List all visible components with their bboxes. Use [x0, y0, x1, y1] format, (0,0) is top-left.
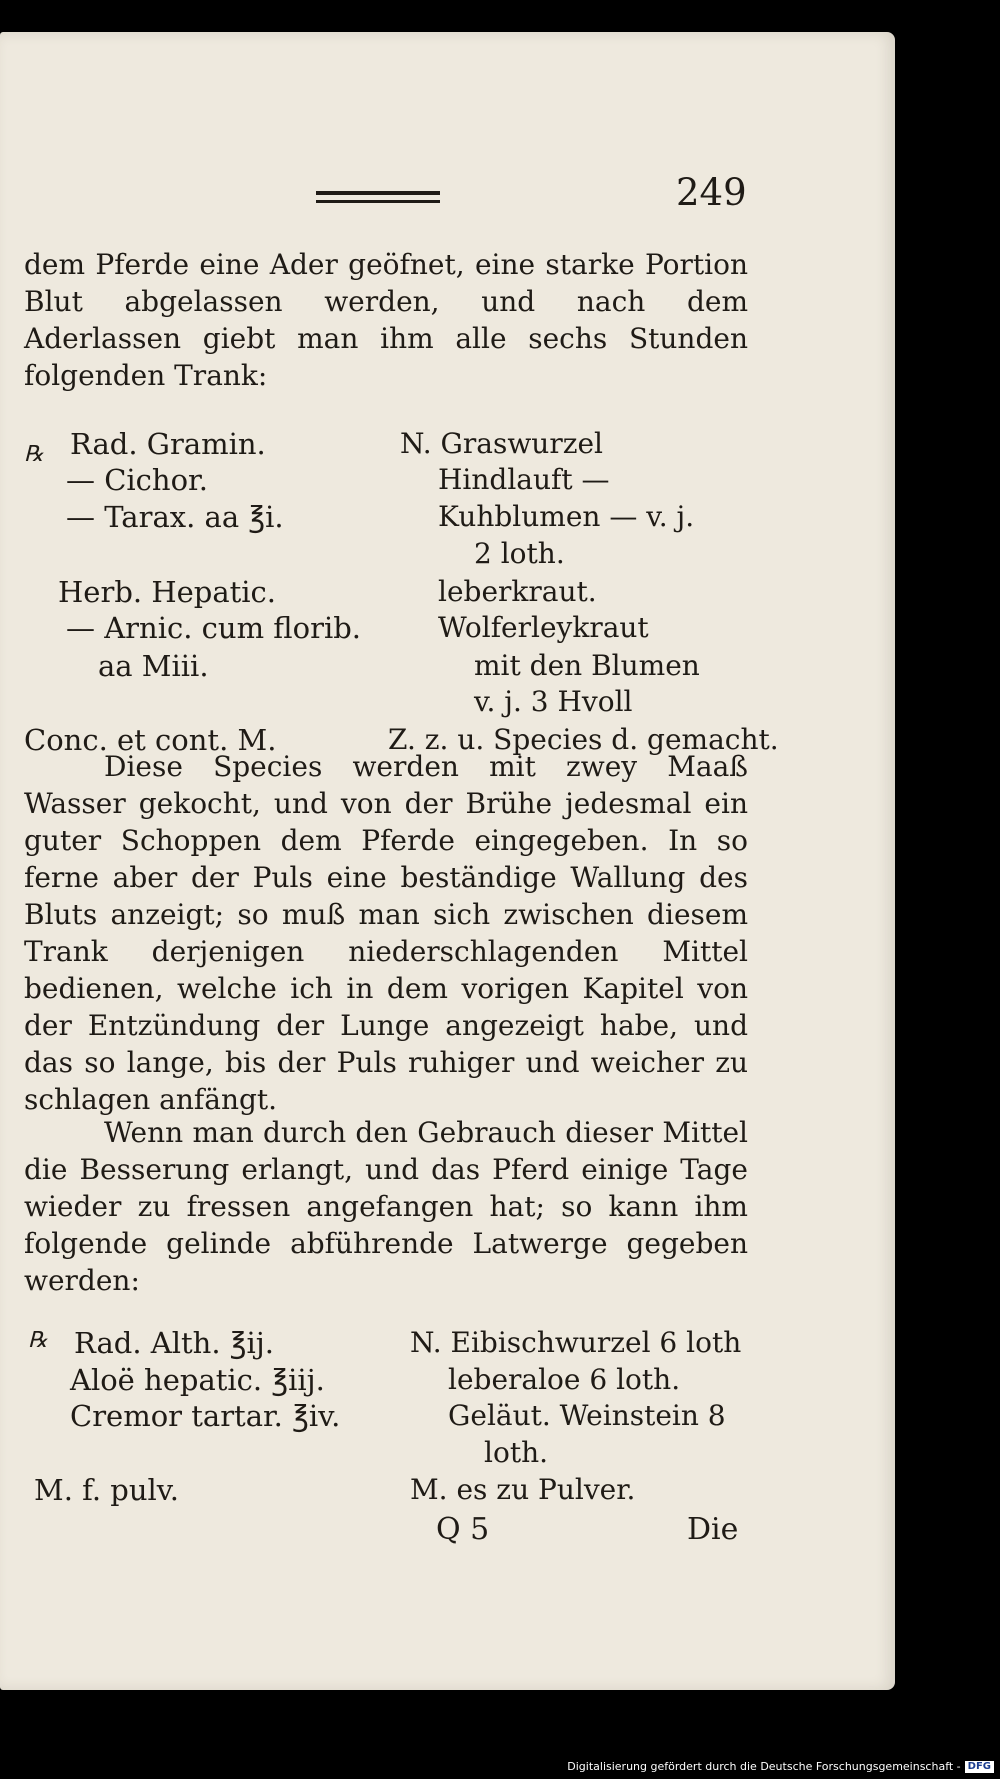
recipe-1-german-line: Kuhblumen — v. j.	[438, 500, 695, 533]
catchword: Die	[687, 1512, 739, 1547]
dfg-logo: DFG	[965, 1761, 994, 1773]
recipe-1-german-line: 2 loth.	[474, 537, 565, 570]
paragraph-2: Diese Species werden mit zwey Maaß Wasser gekocht, und von der Brühe jedesmal ein guter Schoppen dem Pferde eingegeben. In so ferne aber der Puls eine beständige Wallung des Bluts anzeigt; so muß man sich zwischen diesem Trank derjenigen niederschlagenden Mittel bedienen, welche ich in dem vorigen Kapitel von der Entzündung der Lunge angezeigt habe, und das so lange, bis der Puls ruhiger und weicher zu schlagen anfängt.	[24, 750, 748, 1116]
recipe-2-german-line: Geläut. Weinstein 8	[448, 1399, 726, 1432]
recipe-2-latin-line: Aloë hepatic. ℥iij.	[70, 1363, 325, 1397]
book-page	[0, 32, 895, 1690]
recipe-1-latin-line: — Arnic. cum florib.	[66, 611, 362, 645]
recipe-1-latin-line: aa Miii.	[98, 649, 209, 683]
recipe-1-german-line: Wolferleykraut	[438, 611, 649, 644]
paragraph-1: dem Pferde eine Ader geöfnet, eine starke Portion Blut abgelassen werden, und nach dem Aderlassen giebt man ihm alle sechs Stunden folgenden Trank:	[24, 248, 748, 392]
recipe-symbol: ℞	[24, 442, 44, 467]
recipe-1-latin-line: Conc. et cont. M.	[24, 723, 277, 757]
credit-text: Digitalisierung gefördert durch die Deutsche Forschungsgemeinschaft -	[567, 1760, 961, 1773]
page-number: 249	[676, 171, 747, 214]
recipe-1-german-line: Z. z. u. Species d. gemacht.	[388, 723, 779, 756]
recipe-1-german-line: Hindlauft —	[438, 463, 610, 496]
recipe-1-german-line: leberkraut.	[438, 575, 597, 608]
recipe-1-latin-line: — Cichor.	[66, 463, 208, 497]
digitization-credit	[567, 1761, 994, 1773]
recipe-2-latin-line: Rad. Alth. ℥ij.	[74, 1326, 275, 1360]
recipe-2-german-line: M. es zu Pulver.	[410, 1473, 636, 1506]
recipe-1-latin-line: — Tarax. aa ℥i.	[66, 500, 284, 534]
recipe-1-german-line: mit den Blumen	[474, 649, 700, 682]
recipe-1-latin-line: Herb. Hepatic.	[58, 575, 277, 609]
signature-mark: Q 5	[436, 1512, 490, 1547]
recipe-2-latin-line: M. f. pulv.	[34, 1473, 179, 1507]
recipe-1-german-line: v. j. 3 Hvoll	[474, 685, 633, 718]
recipe-2-german-line: loth.	[484, 1436, 548, 1469]
header-rule	[316, 191, 440, 203]
recipe-symbol: ℞	[28, 1328, 48, 1353]
recipe-2-german-line: leberaloe 6 loth.	[448, 1363, 681, 1396]
recipe-1-german-line: N. Graswurzel	[400, 427, 603, 460]
paragraph-3: Wenn man durch den Gebrauch dieser Mittel die Besserung erlangt, und das Pferd einige Tage wieder zu fressen angefangen hat; so kann ihm folgende gelinde abführende Latwerge gegeben werden:	[24, 1116, 748, 1297]
recipe-2-latin-line: Cremor tartar. ℥iv.	[70, 1399, 341, 1433]
recipe-1-latin-line: Rad. Gramin.	[70, 427, 266, 461]
recipe-2-german-line: N. Eibischwurzel 6 loth	[410, 1326, 742, 1359]
